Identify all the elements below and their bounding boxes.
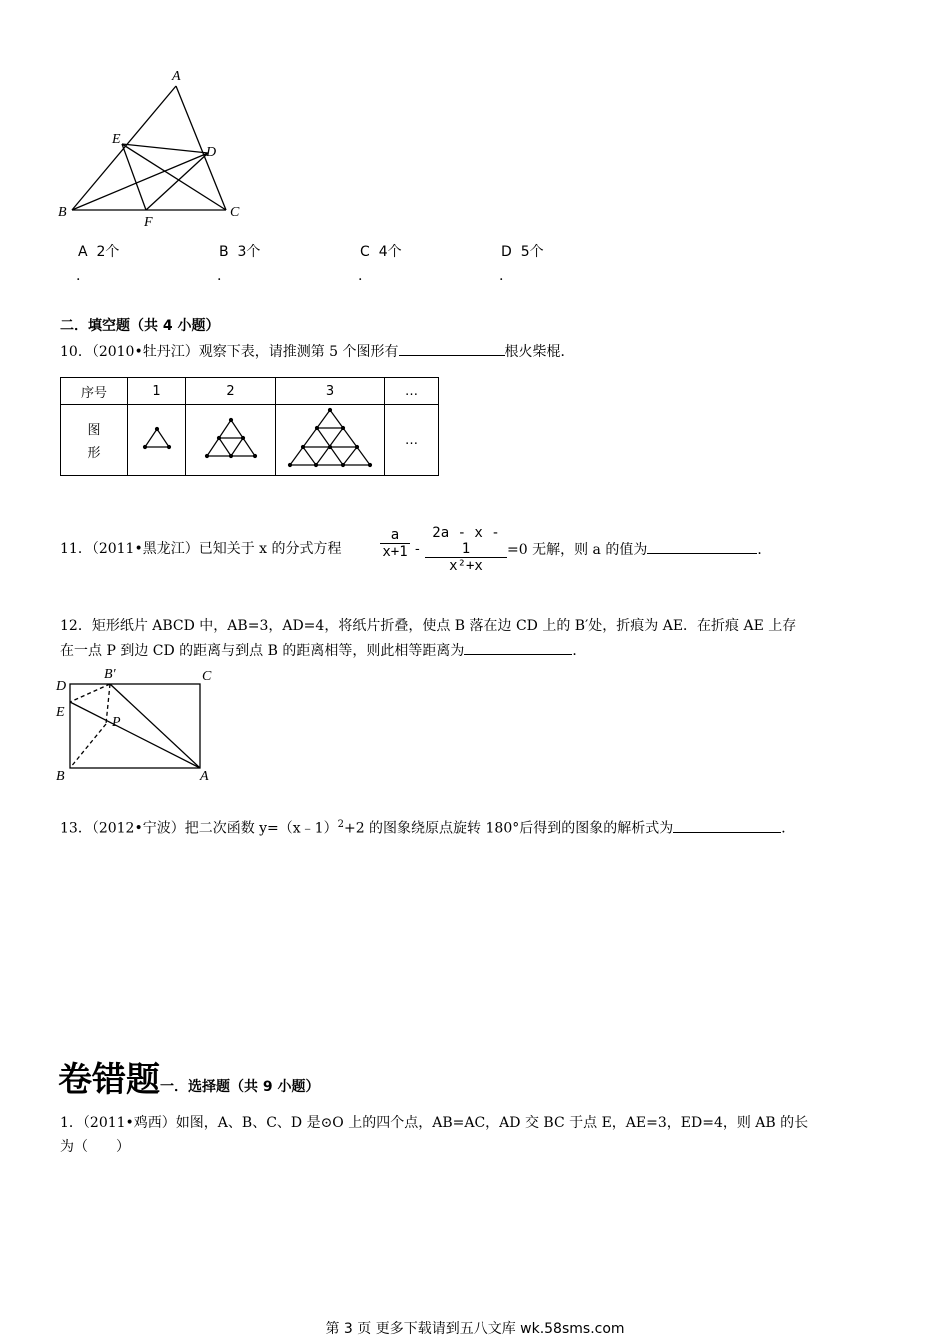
triangle-1 (137, 423, 177, 453)
label-e: E (112, 132, 121, 147)
label-a: A (172, 69, 181, 84)
option-c: C 4个 (360, 244, 402, 260)
question-11-prefix: 11．（2011•黑龙江）已知关于 x 的分式方程 (60, 541, 342, 557)
label-f: F (144, 215, 153, 230)
matchstick-table (60, 377, 439, 476)
q9-triangle-figure (50, 60, 260, 235)
section-2-title: 二．填空题（共 4 小题） (60, 318, 220, 334)
label-b: B (56, 769, 65, 784)
question-1-line2: 为（ ） (60, 1139, 130, 1155)
question-10: 10．（2010•牡丹江）观察下表，请推测第 5 个图形有 根火柴棍． (60, 341, 575, 362)
table-header-index: 序号 (61, 378, 128, 405)
table-header-1: 1 (128, 378, 186, 405)
question-12-line1: 12．矩形纸片 ABCD 中，AB=3，AD=4，将纸片折叠，使点 B 落在边 CD 上的 B′处，折痕为 AE．在折痕 AE 上存 (60, 618, 797, 634)
label-d: D (56, 679, 67, 694)
question-11-suffix: =0 无解，则 a 的值为 ． (507, 539, 771, 560)
option-b: B 3个 (219, 244, 261, 260)
label-e: E (56, 705, 65, 720)
table-header-ellipsis: … (385, 378, 439, 405)
question-13: 13．（2012•宁波）把二次函数 y=（x﹣1）$^2$+2 的图象绕原点旋转 180°后得到的图象的解析式为 ． (60, 819, 796, 837)
table-header-3: 3 (276, 378, 385, 405)
label-c: C (230, 205, 240, 220)
table-ellipsis: … (385, 405, 439, 476)
label-d: D (206, 145, 217, 160)
table-header-2: 2 (186, 378, 276, 405)
label-b: B (58, 205, 67, 220)
label-a: A (200, 769, 209, 784)
label-p: P (112, 715, 121, 730)
figure-3 (276, 405, 385, 476)
question-12-line2: 在一点 P 到边 CD 的距离与到点 B 的距离相等，则此相等距离为 ． (60, 640, 586, 661)
question-1-line1: 1．（2011•鸡西）如图，A、B、C、D 是⊙O 上的四个点，AB=AC，AD 交 BC 于点 E，AE=3，ED=4，则 AB 的长 (60, 1115, 809, 1131)
page-footer: 第 3 页 更多下载请到五八文库 wk.58sms.com (325, 1321, 625, 1337)
option-a: A 2个 (78, 244, 120, 260)
figure-2 (186, 405, 276, 476)
figure-1 (128, 405, 186, 476)
q12-rectangle-figure (52, 664, 222, 786)
option-d: D 5个 (501, 244, 544, 260)
label-b-prime: B′ (104, 667, 116, 682)
table-row-label: 图 形 (61, 405, 128, 476)
triangle-3 (285, 407, 375, 469)
fraction-1: $\frac{a}{x+1}$ (380, 527, 410, 560)
wrong-questions-heading: 卷错题一．选择题（共 9 小题） (58, 1060, 320, 1100)
label-c: C (202, 669, 212, 684)
triangle-2 (201, 416, 261, 460)
fraction-2: $\frac{2a - x - 1}{\text{x²+x}}$ (425, 525, 507, 574)
